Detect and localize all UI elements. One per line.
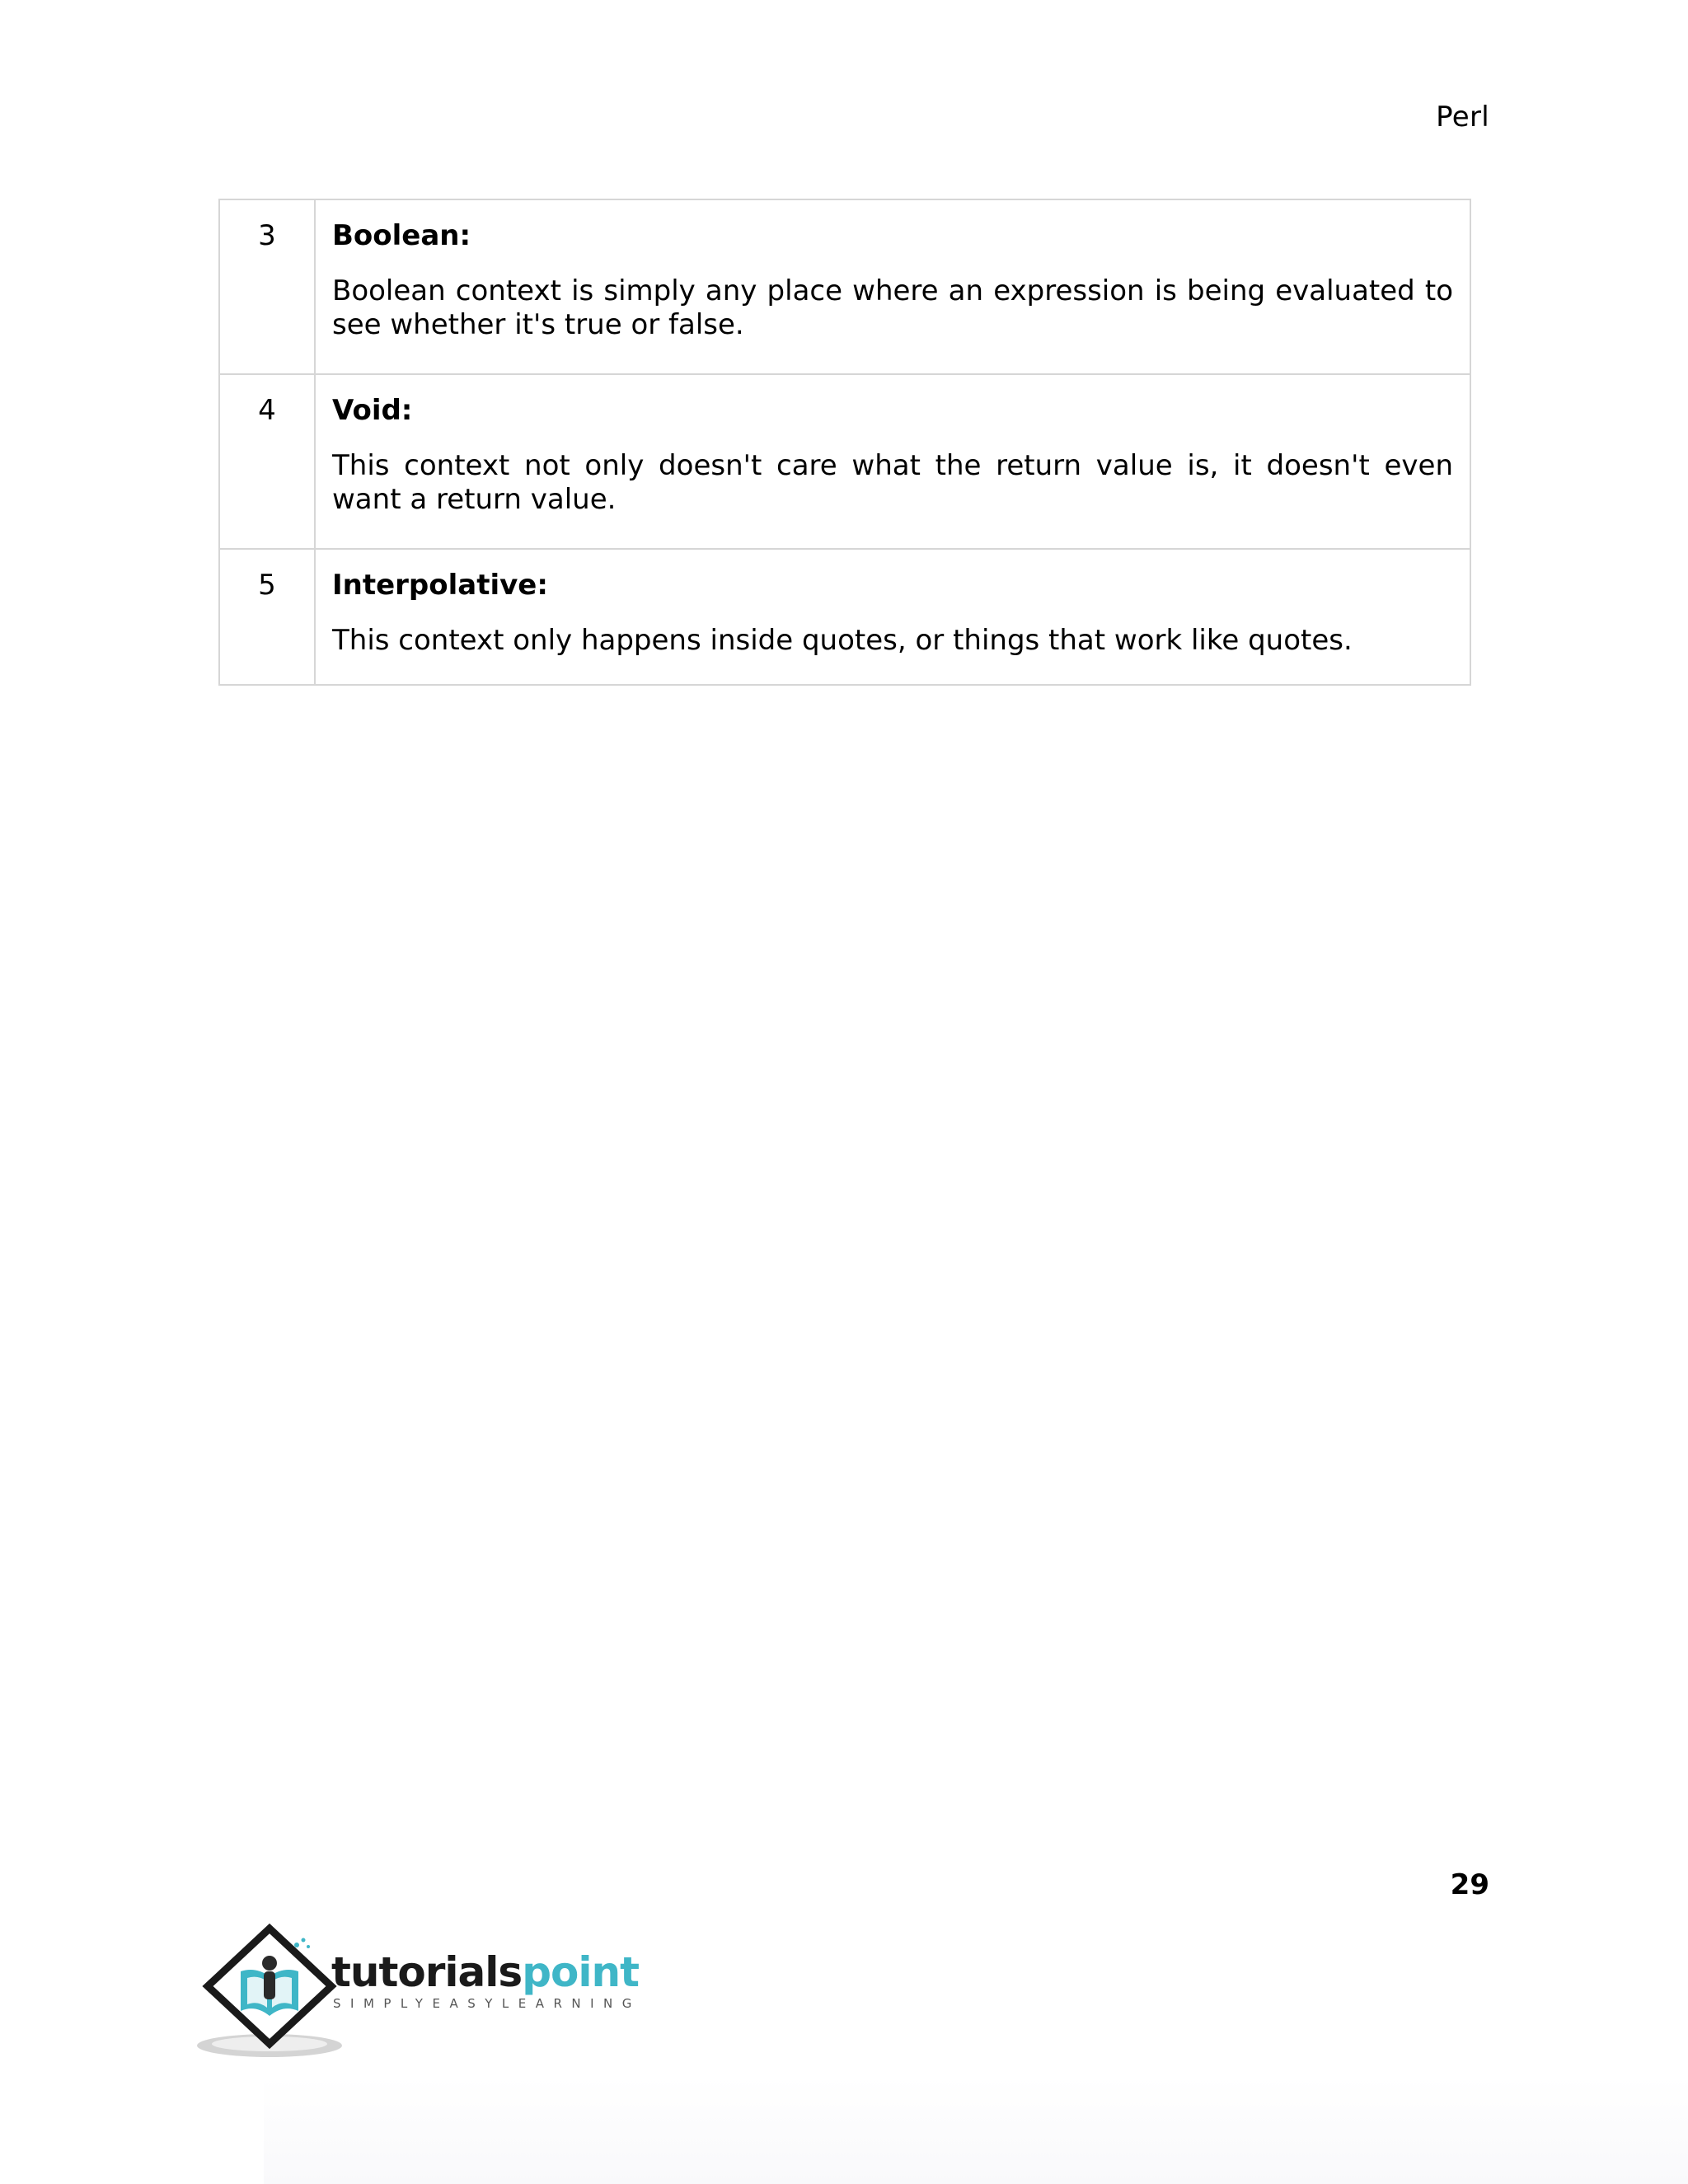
context-description: This context not only doesn't care what the return value is, it doesn't even want a return value. bbox=[332, 449, 1453, 516]
context-description: Boolean context is simply any place where an expression is being evaluated to see whether it's true or false. bbox=[332, 274, 1453, 341]
row-number: 3 bbox=[219, 199, 315, 374]
table-row bbox=[219, 199, 1470, 374]
running-header: Perl bbox=[1436, 101, 1489, 134]
context-description: This context only happens inside quotes, or things that work like quotes. bbox=[332, 624, 1353, 657]
logo-tagline: SIMPLYEASYLEARNING bbox=[333, 1996, 641, 2011]
context-name: Interpolative: bbox=[332, 569, 548, 602]
tutorialspoint-logo bbox=[191, 1920, 686, 2069]
table-row bbox=[219, 549, 1470, 685]
row-content bbox=[315, 199, 1470, 374]
logo-wordmark-accent: point bbox=[522, 1948, 639, 1996]
page-number: 29 bbox=[1450, 1868, 1489, 1901]
row-content bbox=[315, 549, 1470, 685]
row-number: 5 bbox=[219, 549, 315, 685]
logo-wordmark bbox=[331, 1948, 639, 1996]
row-number: 4 bbox=[219, 374, 315, 549]
page-shade bbox=[264, 2077, 1688, 2184]
context-name: Void: bbox=[332, 394, 413, 427]
logo-wordmark-dark: tutorials bbox=[331, 1948, 523, 1996]
table-row bbox=[219, 374, 1470, 549]
row-content bbox=[315, 374, 1470, 549]
context-name: Boolean: bbox=[332, 219, 471, 252]
context-table bbox=[218, 199, 1471, 686]
